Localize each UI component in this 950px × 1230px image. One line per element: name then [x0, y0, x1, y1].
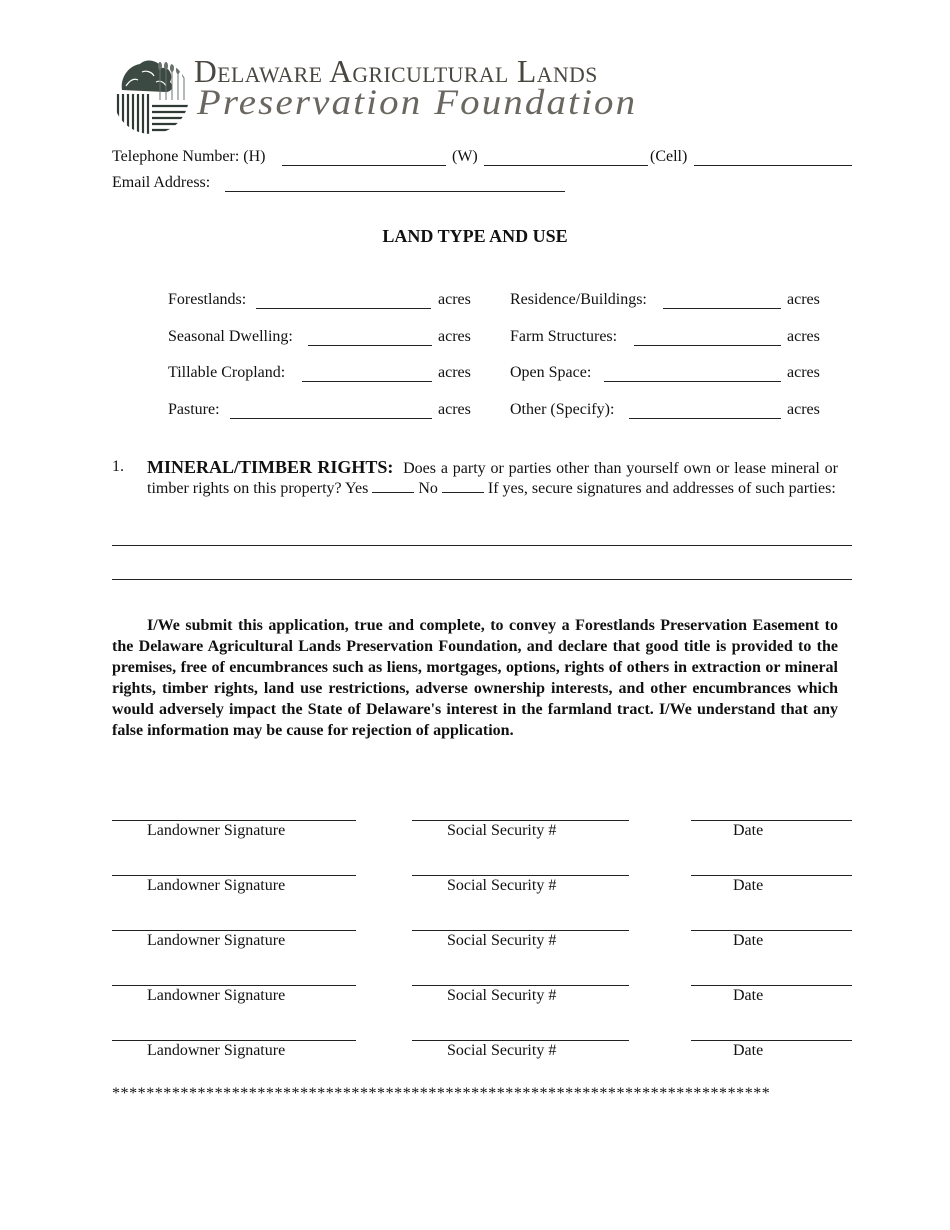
yes-field[interactable]: [372, 478, 414, 493]
social-security-label: Social Security #: [447, 932, 557, 949]
social-security-label: Social Security #: [447, 1042, 557, 1059]
open-space-label: Open Space:: [510, 364, 592, 381]
section-title: LAND TYPE AND USE: [382, 226, 568, 246]
acres-unit: acres: [438, 364, 471, 381]
landowner-signature-field[interactable]: [112, 1040, 356, 1041]
date-label: Date: [733, 987, 764, 1004]
social-security-label: Social Security #: [447, 822, 557, 839]
acres-unit: acres: [438, 401, 471, 418]
acres-unit: acres: [438, 291, 471, 308]
org-subtitle: Preservation Foundation: [197, 82, 638, 122]
question-text: Does a party or parties other than yourself own or lease mineral or timber rights on this property? Yes: [147, 460, 839, 497]
mineral-timber-question: [112, 458, 838, 498]
acres-unit: acres: [438, 328, 471, 345]
pasture-field[interactable]: [230, 418, 432, 419]
landowner-signature-label: Landowner Signature: [147, 877, 286, 894]
email-label: Email Address:: [112, 174, 211, 191]
acres-unit: acres: [787, 364, 820, 381]
email-field[interactable]: [225, 191, 565, 192]
landowner-signature-field[interactable]: [112, 985, 356, 986]
forestlands-label: Forestlands:: [168, 291, 247, 308]
date-label: Date: [733, 877, 764, 894]
farm-structures-label: Farm Structures:: [510, 328, 618, 345]
no-label: No: [418, 480, 438, 497]
social-security-field[interactable]: [412, 930, 629, 931]
seasonal-dwelling-field[interactable]: [308, 345, 432, 346]
landowner-signature-field[interactable]: [112, 930, 356, 931]
social-security-field[interactable]: [412, 820, 629, 821]
date-field[interactable]: [691, 820, 852, 821]
tillable-cropland-label: Tillable Cropland:: [168, 364, 286, 381]
question-number: 1.: [112, 458, 124, 475]
telephone-cell-field[interactable]: [694, 165, 852, 166]
landowner-signature-field[interactable]: [112, 820, 356, 821]
acres-unit: acres: [787, 291, 820, 308]
tillable-cropland-field[interactable]: [302, 381, 432, 382]
parties-line-1[interactable]: [112, 545, 852, 546]
acres-unit: acres: [787, 401, 820, 418]
landowner-signature-label: Landowner Signature: [147, 932, 286, 949]
open-space-field[interactable]: [604, 381, 781, 382]
date-label: Date: [733, 1042, 764, 1059]
landowner-signature-label: Landowner Signature: [147, 987, 286, 1004]
social-security-label: Social Security #: [447, 987, 557, 1004]
landowner-signature-label: Landowner Signature: [147, 1042, 286, 1059]
telephone-home-label: Telephone Number: (H): [112, 148, 266, 165]
social-security-field[interactable]: [412, 985, 629, 986]
date-label: Date: [733, 822, 764, 839]
logo-emblem-icon: [112, 56, 190, 136]
other-specify-label: Other (Specify):: [510, 401, 615, 418]
residence-buildings-field[interactable]: [663, 308, 781, 309]
social-security-label: Social Security #: [447, 877, 557, 894]
forestlands-field[interactable]: [256, 308, 431, 309]
no-field[interactable]: [442, 478, 484, 493]
social-security-field[interactable]: [412, 1040, 629, 1041]
date-field[interactable]: [691, 930, 852, 931]
landowner-signature-field[interactable]: [112, 875, 356, 876]
date-field[interactable]: [691, 985, 852, 986]
date-label: Date: [733, 932, 764, 949]
question-body: [147, 458, 838, 498]
parties-line-2[interactable]: [112, 579, 852, 580]
question-heading: MINERAL/TIMBER RIGHTS:: [147, 457, 394, 477]
date-field[interactable]: [691, 1040, 852, 1041]
social-security-field[interactable]: [412, 875, 629, 876]
question-instruction: If yes, secure signatures and addresses of such parties:: [487, 480, 836, 497]
separator-stars: *****************************************************************************: [112, 1085, 771, 1102]
residence-buildings-label: Residence/Buildings:: [510, 291, 647, 308]
farm-structures-field[interactable]: [634, 345, 781, 346]
pasture-label: Pasture:: [168, 401, 220, 418]
other-specify-field[interactable]: [629, 418, 781, 419]
org-name: Delaware Agricultural Lands: [194, 53, 598, 89]
telephone-work-field[interactable]: [484, 165, 648, 166]
landowner-signature-label: Landowner Signature: [147, 822, 286, 839]
seasonal-dwelling-label: Seasonal Dwelling:: [168, 328, 293, 345]
acres-unit: acres: [787, 328, 820, 345]
declaration-paragraph: I/We submit this application, true and complete, to convey a Forestlands Preservation Easement to the Delaware Agricultural Lands Preservation Foundation, and declare that good title is provided to the premises, free of encumbrances such as liens, mortgages, options, rights of others in extraction or mineral rights, timber rights, land use restrictions, adverse ownership interests, and other encumbrances which would adversely impact the State of Delaware's interest in the farmland tract. I/We understand that any false information may be cause for rejection of application.: [112, 617, 838, 739]
date-field[interactable]: [691, 875, 852, 876]
telephone-home-field[interactable]: [282, 165, 446, 166]
telephone-work-label: (W): [452, 148, 478, 165]
telephone-cell-label: (Cell): [650, 148, 688, 165]
